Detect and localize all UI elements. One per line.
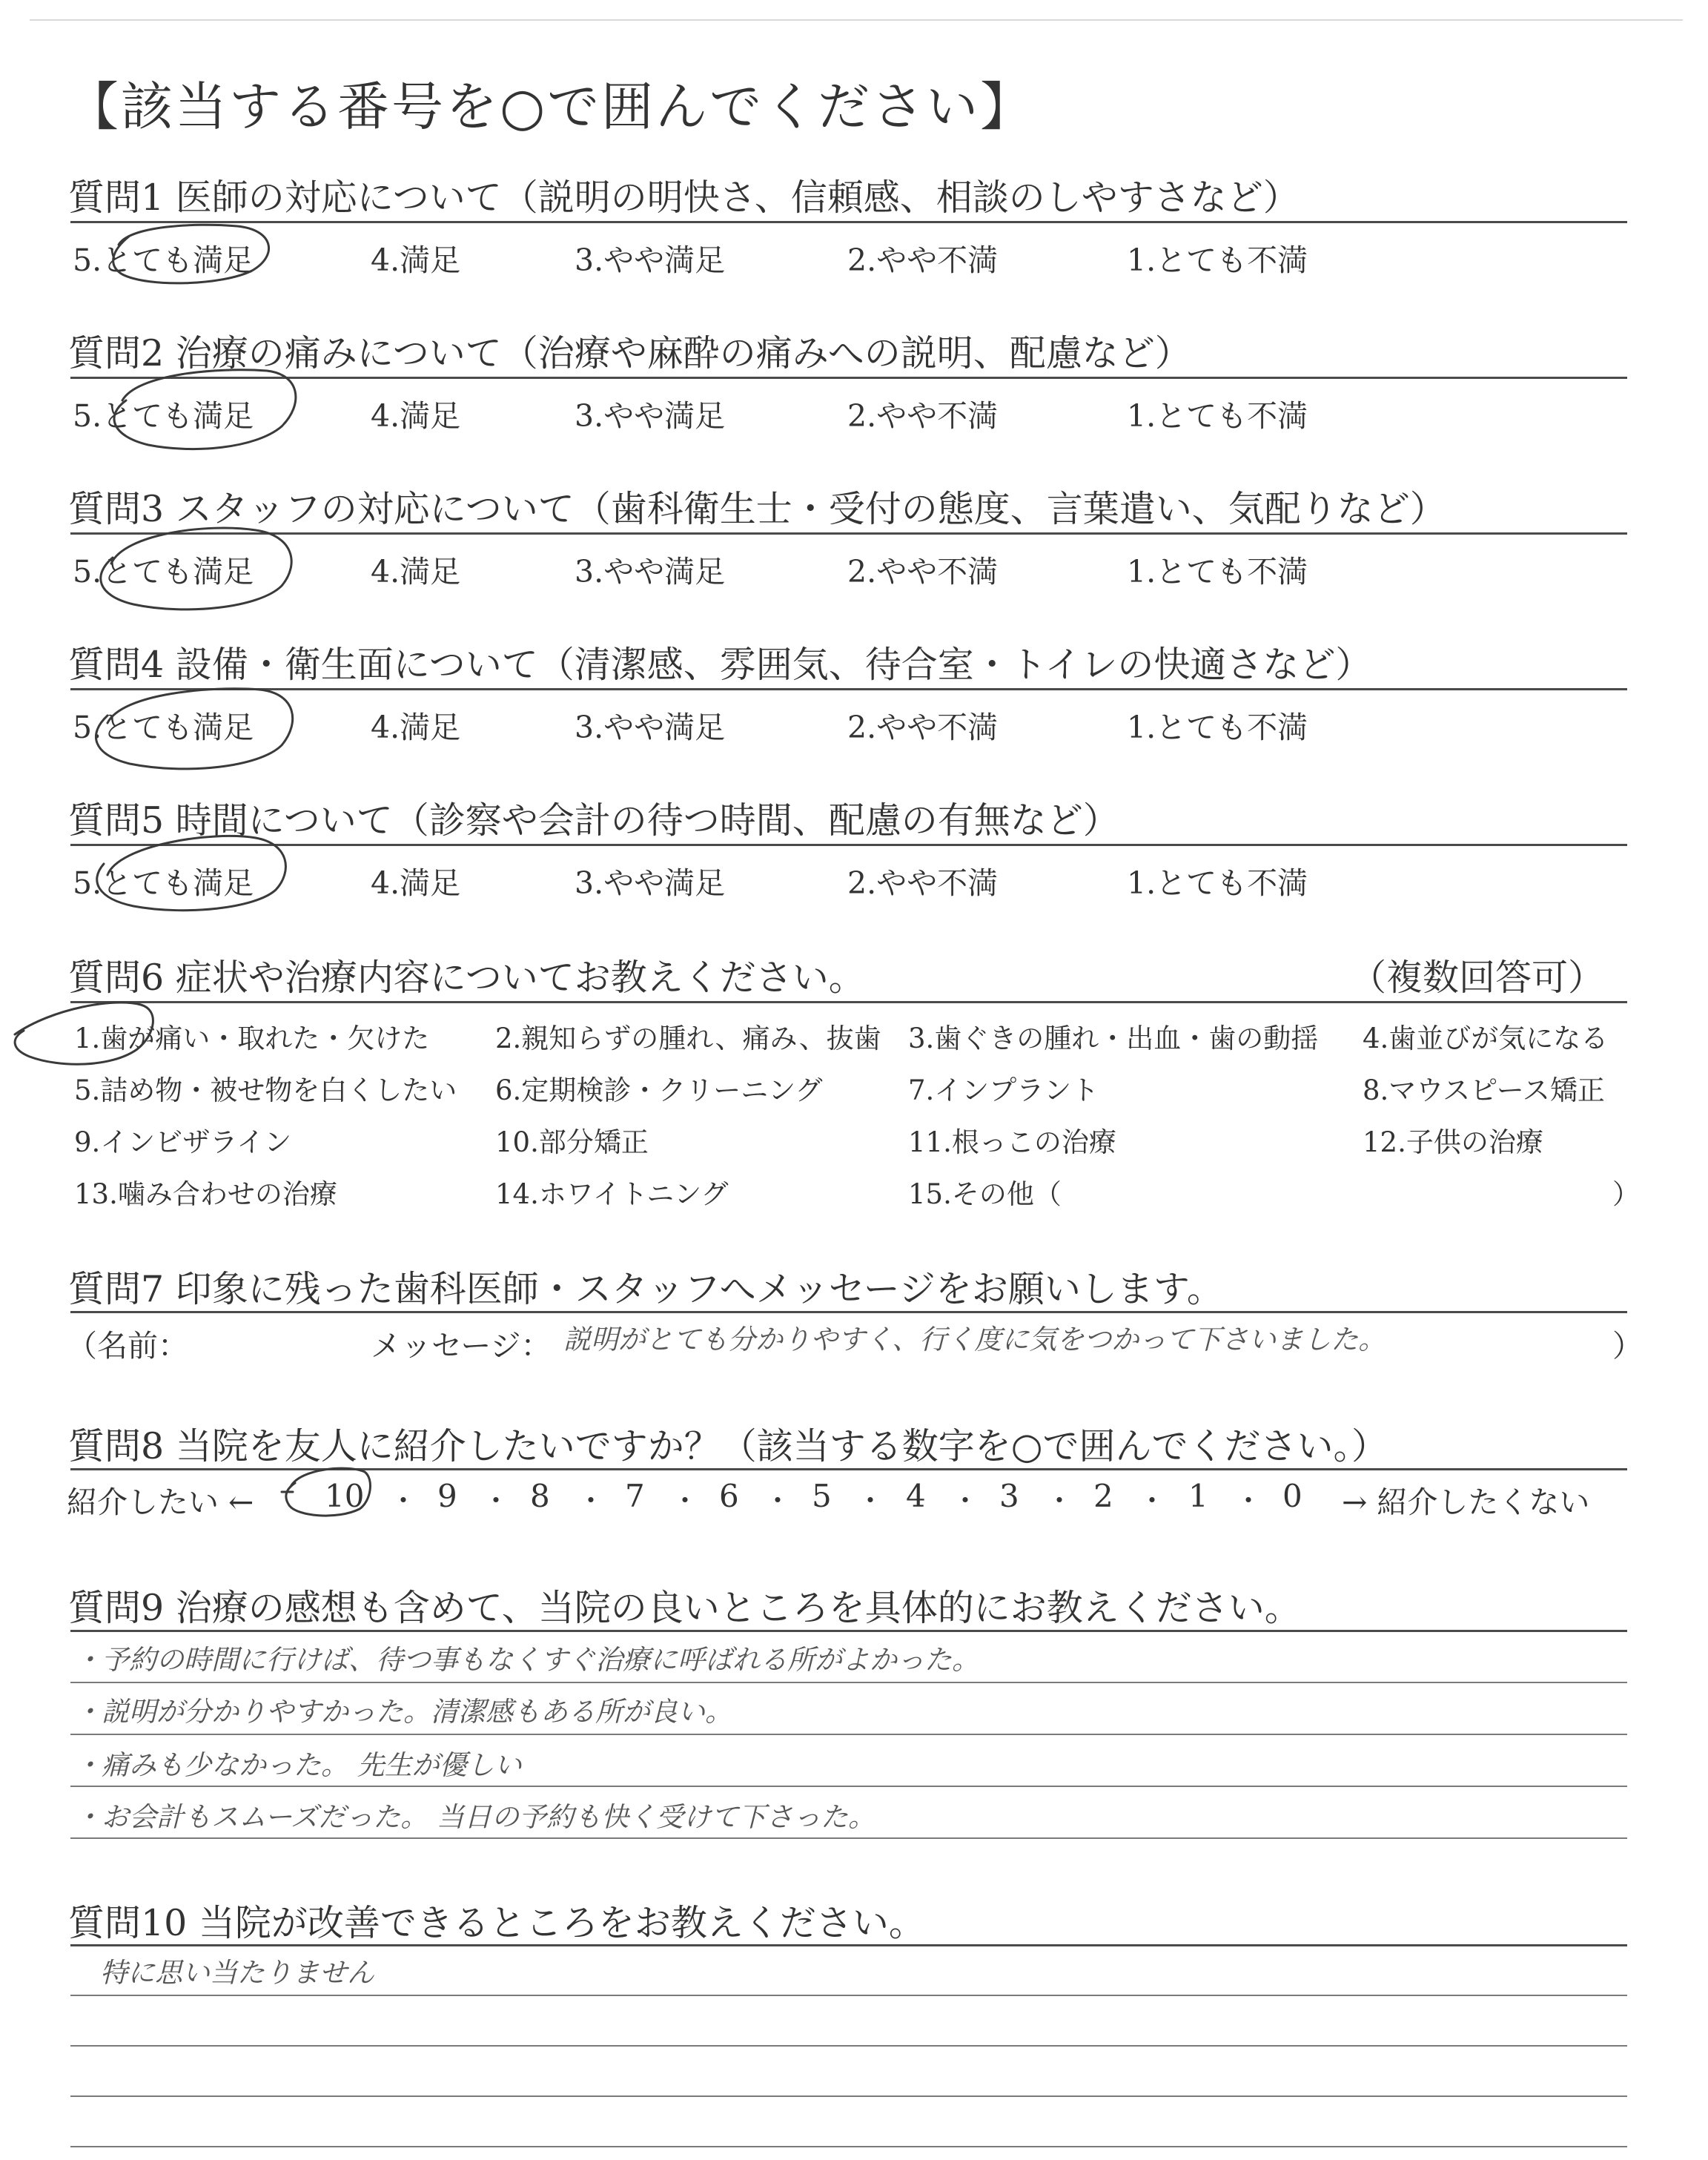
- q8-scale-2[interactable]: 2: [1093, 1478, 1113, 1514]
- q5-option-4[interactable]: 4.満足: [371, 865, 461, 901]
- q6-option-1[interactable]: 1.歯が痛い・取れた・欠けた: [74, 1023, 430, 1054]
- q2-option-2[interactable]: 2.やや不満: [847, 398, 999, 434]
- q9-rule: [70, 1630, 1627, 1632]
- q9-answer-line-3[interactable]: ・痛みも少なかった。 先生が優しい: [74, 1749, 522, 1781]
- q5-title: 質問5 時間について（診察や会計の待つ時間、配慮の有無など）: [68, 799, 1119, 842]
- q4-title: 質問4 設備・衛生面について（清潔感、雰囲気、待合室・トイレの快適さなど）: [68, 644, 1372, 686]
- q7-message-label: メッセージ：: [371, 1328, 552, 1364]
- q8-separator: ・: [1138, 1484, 1167, 1517]
- q2-option-4[interactable]: 4.満足: [371, 398, 461, 434]
- q8-scale-3[interactable]: 3: [999, 1478, 1019, 1514]
- q10-line-1: [70, 1995, 1627, 1996]
- q3-option-2[interactable]: 2.やや不満: [847, 554, 999, 589]
- q6-option-7[interactable]: 7.インプラント: [908, 1074, 1099, 1106]
- q10-answer-line-1[interactable]: 特に思い当たりません: [100, 1957, 374, 1989]
- q4-option-4[interactable]: 4.満足: [371, 710, 461, 745]
- q6-option-13[interactable]: 13.噛み合わせの治療: [74, 1178, 337, 1210]
- q6-option-3[interactable]: 3.歯ぐきの腫れ・出血・歯の動揺: [908, 1023, 1319, 1054]
- q8-separator: ・: [951, 1484, 980, 1517]
- q8-scale-9[interactable]: 9: [437, 1478, 457, 1514]
- q9-line-1: [70, 1682, 1627, 1683]
- q2-option-5[interactable]: 5.とても満足: [73, 398, 254, 434]
- q8-scale-6[interactable]: 6: [719, 1478, 739, 1514]
- q7-rule: [70, 1311, 1627, 1313]
- q5-option-1[interactable]: 1.とても不満: [1127, 865, 1308, 901]
- q5-option-2[interactable]: 2.やや不満: [847, 865, 999, 901]
- q6-option-8[interactable]: 8.マウスピース矯正: [1363, 1074, 1605, 1106]
- q3-option-5[interactable]: 5.とても満足: [73, 554, 254, 589]
- q8-separator: ・: [389, 1484, 418, 1517]
- q8-scale-5[interactable]: 5: [812, 1478, 832, 1514]
- q7-message-text[interactable]: 説明がとても分かりやすく、行く度に気をつかって下さいました。: [563, 1324, 1386, 1355]
- q1-option-4[interactable]: 4.満足: [371, 242, 461, 278]
- q6-option-6[interactable]: 6.定期検診・クリーニング: [495, 1074, 823, 1106]
- q4-option-2[interactable]: 2.やや不満: [847, 710, 999, 745]
- q6-rule: [70, 1001, 1627, 1003]
- q6-option-2[interactable]: 2.親知らずの腫れ、痛み、抜歯: [495, 1023, 881, 1054]
- q6-option-10[interactable]: 10.部分矯正: [495, 1126, 649, 1158]
- q8-title: 質問8 当院を友人に紹介したいですか？（該当する数字を○で囲んでください。）: [68, 1425, 1388, 1467]
- q6-option-15-close: ）: [1612, 1178, 1640, 1210]
- q1-rule: [70, 221, 1627, 223]
- q8-scale-1[interactable]: 1: [1188, 1478, 1208, 1514]
- q8-rule: [70, 1468, 1627, 1470]
- q3-option-4[interactable]: 4.満足: [371, 554, 461, 589]
- q6-option-9[interactable]: 9.インビザライン: [74, 1126, 292, 1158]
- q8-scale-7[interactable]: 7: [625, 1478, 645, 1514]
- q6-option-5[interactable]: 5.詰め物・被せ物を白くしたい: [74, 1074, 457, 1106]
- q1-option-5[interactable]: 5.とても満足: [73, 242, 254, 278]
- q8-separator: ・: [764, 1484, 792, 1517]
- q3-option-1[interactable]: 1.とても不満: [1127, 554, 1308, 589]
- q6-option-15[interactable]: 15.その他（: [908, 1178, 1062, 1210]
- top-border: [30, 19, 1683, 21]
- q1-option-3[interactable]: 3.やや満足: [575, 242, 726, 278]
- q8-separator: ・: [577, 1484, 606, 1517]
- q2-rule: [70, 377, 1627, 379]
- q1-option-1[interactable]: 1.とても不満: [1127, 242, 1308, 278]
- q6-title: 質問6 症状や治療内容についてお教えください。: [68, 957, 865, 999]
- q7-close-paren: ）: [1612, 1328, 1643, 1364]
- q8-scale-10[interactable]: 10: [325, 1478, 365, 1514]
- q6-option-11[interactable]: 11.根っこの治療: [908, 1126, 1116, 1158]
- q7-title: 質問7 印象に残った歯科医師・スタッフへメッセージをお願いします。: [68, 1268, 1223, 1310]
- q6-option-4[interactable]: 4.歯並びが気になる: [1363, 1023, 1609, 1054]
- q10-rule: [70, 1944, 1627, 1946]
- q8-separator: ・: [1045, 1484, 1074, 1517]
- q7-name-label: （名前：: [67, 1328, 188, 1364]
- q8-scale-8[interactable]: 8: [530, 1478, 550, 1514]
- q9-line-3: [70, 1786, 1627, 1787]
- q4-rule: [70, 688, 1627, 690]
- q9-title: 質問9 治療の感想も含めて、当院の良いところを具体的にお教えください。: [68, 1587, 1301, 1629]
- q5-rule: [70, 844, 1627, 846]
- q10-title: 質問10 当院が改善できるところをお教えください。: [68, 1902, 925, 1944]
- q6-option-12[interactable]: 12.子供の治療: [1363, 1126, 1543, 1158]
- q8-right-label: → 紹介したくない: [1342, 1484, 1590, 1520]
- q4-option-5[interactable]: 5.とても満足: [73, 710, 254, 745]
- q8-scale-4[interactable]: 4: [906, 1478, 926, 1514]
- q1-title: 質問1 医師の対応について（説明の明快さ、信頼感、相談のしやすさなど）: [68, 176, 1300, 219]
- q3-title: 質問3 スタッフの対応について（歯科衛生士・受付の態度、言葉遣い、気配りなど）: [68, 488, 1446, 530]
- q10-line-2: [70, 2045, 1627, 2047]
- q9-line-4: [70, 1837, 1627, 1839]
- q8-separator: ・: [856, 1484, 885, 1517]
- q8-left-label: 紹介したい ←: [67, 1484, 254, 1520]
- q8-separator: ・: [1234, 1484, 1263, 1517]
- page-header: 【該当する番号を○で囲んでください】: [67, 76, 1035, 137]
- q8-separator: ・: [482, 1484, 511, 1517]
- q6-option-14[interactable]: 14.ホワイトニング: [495, 1178, 729, 1210]
- q9-answer-line-4[interactable]: ・お会計もスムーズだった。 当日の予約も快く受けて下さった。: [74, 1801, 876, 1833]
- q9-line-2: [70, 1734, 1627, 1735]
- q1-option-2[interactable]: 2.やや不満: [847, 242, 999, 278]
- q2-option-3[interactable]: 3.やや満足: [575, 398, 726, 434]
- q9-answer-line-1[interactable]: ・予約の時間に行けば、待つ事もなくすぐ治療に呼ばれる所がよかった。: [74, 1644, 979, 1676]
- q10-line-4: [70, 2146, 1627, 2147]
- q2-title: 質問2 治療の痛みについて（治療や麻酔の痛みへの説明、配慮など）: [68, 332, 1191, 374]
- q5-option-5[interactable]: 5.とても満足: [73, 865, 254, 901]
- q3-option-3[interactable]: 3.やや満足: [575, 554, 726, 589]
- q9-answer-line-2[interactable]: ・説明が分かりやすかった。清潔感もある所が良い。: [74, 1696, 732, 1728]
- q4-option-1[interactable]: 1.とても不満: [1127, 710, 1308, 745]
- q4-option-3[interactable]: 3.やや満足: [575, 710, 726, 745]
- q5-option-3[interactable]: 3.やや満足: [575, 865, 726, 901]
- q8-scale-0[interactable]: 0: [1282, 1478, 1302, 1514]
- q6-multiple-note: （複数回答可）: [1349, 957, 1604, 999]
- q8-separator: ・: [671, 1484, 700, 1517]
- q2-option-1[interactable]: 1.とても不満: [1127, 398, 1308, 434]
- q10-line-3: [70, 2095, 1627, 2097]
- q3-rule: [70, 532, 1627, 535]
